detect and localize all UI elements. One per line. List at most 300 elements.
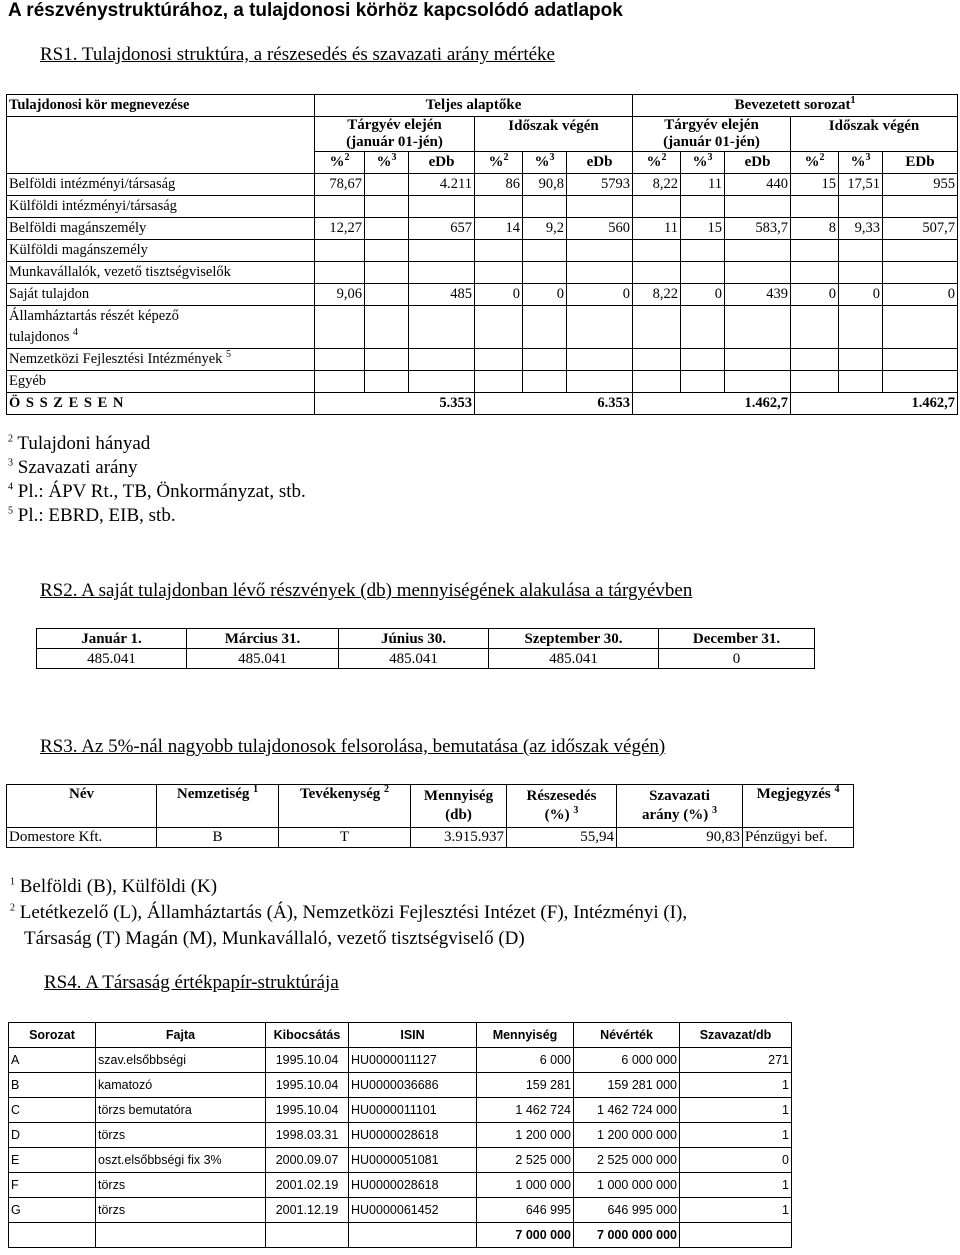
rs3-header-vote-l1: Szavazati bbox=[649, 788, 710, 804]
rs1-subheader-label: EDb bbox=[905, 154, 935, 170]
rs1-subheader-sup: 2 bbox=[344, 152, 350, 163]
rs3-fn1-sup: 1 bbox=[10, 876, 15, 888]
rs3-title: RS3. Az 5%-nál nagyobb tulajdonosok felsorolása, bemutatása (az időszak végén) bbox=[40, 736, 666, 757]
rs4-cell: HU0000051081 bbox=[349, 1148, 477, 1173]
rs1-cell: 90,8 bbox=[523, 174, 567, 196]
rs4-cell: HU0000028618 bbox=[349, 1173, 477, 1198]
rs1-cell: 78,67 bbox=[315, 174, 365, 196]
rs1-subheader-cell bbox=[839, 152, 883, 174]
rs4-cell: G bbox=[9, 1198, 96, 1223]
rs1-cell: 9,33 bbox=[839, 218, 883, 240]
rs1-state-l1: Államháztartás részét képező bbox=[9, 308, 179, 324]
rs1-footnote-sup: 3 bbox=[8, 457, 13, 469]
rs3-header-share bbox=[507, 785, 617, 828]
rs1-header-intro-start-l1: Tárgyév elején bbox=[664, 117, 759, 133]
rs1-cell bbox=[409, 306, 475, 349]
rs4-header: Mennyiség bbox=[477, 1023, 574, 1048]
rs3-header-quantity bbox=[411, 785, 507, 828]
rs2-value: 485.041 bbox=[489, 649, 659, 669]
rs1-cell bbox=[839, 349, 883, 371]
rs4-total-row bbox=[9, 1223, 792, 1248]
rs1-cell bbox=[883, 262, 958, 284]
rs4-title: RS4. A Társaság értékpapír-struktúrája bbox=[44, 972, 339, 993]
rs1-cell bbox=[567, 262, 633, 284]
rs1-row bbox=[7, 218, 958, 240]
rs3-header-activity bbox=[279, 785, 411, 828]
rs4-cell: A bbox=[9, 1048, 96, 1073]
rs1-cell: 0 bbox=[567, 284, 633, 306]
rs1-cell bbox=[365, 196, 409, 218]
rs4-row bbox=[9, 1148, 792, 1173]
rs1-cell: 5793 bbox=[567, 174, 633, 196]
rs1-row-label-intl bbox=[7, 349, 315, 371]
rs4-cell: 6 000 000 bbox=[574, 1048, 680, 1073]
rs1-table bbox=[6, 94, 958, 415]
rs1-row-label: Külföldi magánszemély bbox=[7, 240, 315, 262]
rs2-value: 485.041 bbox=[37, 649, 187, 669]
rs1-cell bbox=[315, 240, 365, 262]
rs1-cell: 15 bbox=[681, 218, 725, 240]
rs1-cell bbox=[725, 196, 791, 218]
rs1-subheader-cell bbox=[883, 152, 958, 174]
rs1-total-full-start: 5.353 bbox=[315, 393, 475, 415]
rs1-cell bbox=[409, 371, 475, 393]
rs1-row-label: Belföldi intézményi/társaság bbox=[7, 174, 315, 196]
rs4-cell: 271 bbox=[680, 1048, 792, 1073]
rs1-cell: 12,27 bbox=[315, 218, 365, 240]
rs1-row-label: Munkavállalók, vezető tisztségviselők bbox=[7, 262, 315, 284]
rs1-header-intro-end: Időszak végén bbox=[791, 117, 958, 152]
rs1-cell bbox=[681, 371, 725, 393]
rs4-cell: C bbox=[9, 1098, 96, 1123]
rs1-cell bbox=[883, 306, 958, 349]
rs1-subheader-label: eDb bbox=[428, 154, 455, 170]
rs4-cell: 2 525 000 000 bbox=[574, 1148, 680, 1173]
rs1-subheader-cell bbox=[725, 152, 791, 174]
rs1-cell bbox=[523, 240, 567, 262]
rs1-subheader-cell bbox=[523, 152, 567, 174]
rs1-row-state bbox=[7, 306, 958, 349]
rs1-cell bbox=[725, 240, 791, 262]
rs1-cell bbox=[409, 196, 475, 218]
rs1-cell bbox=[315, 371, 365, 393]
rs1-cell bbox=[365, 349, 409, 371]
rs1-header-owner: Tulajdonosi kör megnevezése bbox=[7, 95, 315, 117]
rs1-row-other bbox=[7, 371, 958, 393]
rs3-header-vote-l2: arány (%) bbox=[642, 807, 709, 823]
rs1-cell bbox=[791, 262, 839, 284]
rs1-header-introduced-series bbox=[633, 95, 958, 117]
rs4-cell: 1995.10.04 bbox=[266, 1048, 349, 1073]
rs3-header-activity-label: Tevékenység bbox=[299, 786, 381, 802]
rs3-header-note-label: Megjegyzés bbox=[756, 786, 831, 802]
rs1-cell bbox=[315, 306, 365, 349]
rs1-row bbox=[7, 262, 958, 284]
rs1-state-l2: tulajdonos bbox=[9, 329, 70, 345]
rs1-cell bbox=[633, 306, 681, 349]
rs1-cell bbox=[839, 371, 883, 393]
rs1-subheader-label: eDb bbox=[744, 154, 771, 170]
rs1-cell bbox=[883, 349, 958, 371]
rs1-subheader-label: % bbox=[692, 154, 708, 170]
rs1-cell bbox=[681, 349, 725, 371]
rs1-cell bbox=[791, 306, 839, 349]
rs1-subheader-label: % bbox=[329, 154, 345, 170]
rs1-cell bbox=[633, 240, 681, 262]
rs1-cell: 14 bbox=[475, 218, 523, 240]
rs4-cell: B bbox=[9, 1073, 96, 1098]
rs4-cell: HU0000061452 bbox=[349, 1198, 477, 1223]
rs4-cell: 2001.12.19 bbox=[266, 1198, 349, 1223]
rs3-footnotes bbox=[10, 874, 687, 952]
rs1-state-sup: 4 bbox=[73, 327, 79, 339]
rs1-cell bbox=[725, 371, 791, 393]
rs4-cell: törzs bbox=[96, 1123, 266, 1148]
rs2-header: December 31. bbox=[659, 629, 815, 649]
rs2-header: Január 1. bbox=[37, 629, 187, 649]
rs1-subheader-label: eDb bbox=[586, 154, 613, 170]
rs1-cell bbox=[523, 196, 567, 218]
rs1-header-full-capital: Teljes alaptőke bbox=[315, 95, 633, 117]
rs4-header: ISIN bbox=[349, 1023, 477, 1048]
rs1-row-label-state bbox=[7, 306, 315, 349]
rs3-header-nationality bbox=[157, 785, 279, 828]
rs1-cell: 11 bbox=[633, 218, 681, 240]
rs1-cell: 657 bbox=[409, 218, 475, 240]
rs3-cell: 55,94 bbox=[507, 828, 617, 848]
rs1-subheader-cell bbox=[365, 152, 409, 174]
rs1-cell bbox=[365, 306, 409, 349]
rs1-header-intro-start bbox=[633, 117, 791, 152]
rs3-cell: Domestore Kft. bbox=[7, 828, 157, 848]
rs1-cell bbox=[839, 262, 883, 284]
rs3-footnote-2 bbox=[10, 900, 687, 926]
rs1-subheader-cell bbox=[791, 152, 839, 174]
rs4-cell bbox=[266, 1223, 349, 1248]
rs4-cell: 0 bbox=[680, 1148, 792, 1173]
rs4-cell: oszt.elsőbbségi fix 3% bbox=[96, 1148, 266, 1173]
rs4-cell: HU0000011127 bbox=[349, 1048, 477, 1073]
rs1-row bbox=[7, 284, 958, 306]
rs4-cell: törzs bbox=[96, 1198, 266, 1223]
rs1-header-blank bbox=[7, 117, 315, 174]
rs4-cell: törzs bbox=[96, 1173, 266, 1198]
rs1-total-intro-end: 1.462,7 bbox=[791, 393, 958, 415]
rs4-cell bbox=[96, 1223, 266, 1248]
rs1-cell bbox=[681, 262, 725, 284]
rs1-footnotes bbox=[8, 432, 306, 528]
rs1-cell: 9,06 bbox=[315, 284, 365, 306]
rs1-cell bbox=[365, 218, 409, 240]
rs1-intl-sup: 5 bbox=[226, 349, 232, 361]
rs3-cell: B bbox=[157, 828, 279, 848]
rs1-subheader-label: % bbox=[804, 154, 820, 170]
rs1-footnote-text: Pl.: EBRD, EIB, stb. bbox=[17, 505, 176, 526]
rs1-cell bbox=[791, 371, 839, 393]
rs1-row bbox=[7, 196, 958, 218]
rs1-cell bbox=[315, 262, 365, 284]
rs1-cell: 86 bbox=[475, 174, 523, 196]
rs4-row bbox=[9, 1098, 792, 1123]
rs1-footnote bbox=[8, 456, 306, 480]
rs1-cell bbox=[681, 196, 725, 218]
rs4-cell: E bbox=[9, 1148, 96, 1173]
rs3-cell: 90,83 bbox=[617, 828, 743, 848]
rs3-cell: T bbox=[279, 828, 411, 848]
rs2-value: 485.041 bbox=[187, 649, 339, 669]
rs1-cell bbox=[681, 240, 725, 262]
rs3-cell: Pénzügyi bef. bbox=[743, 828, 854, 848]
rs1-subheader-cell bbox=[409, 152, 475, 174]
rs3-header-activity-sup: 2 bbox=[384, 784, 390, 795]
rs1-cell: 0 bbox=[883, 284, 958, 306]
rs3-header-share-l1: Részesedés bbox=[526, 788, 597, 804]
rs2-value: 485.041 bbox=[339, 649, 489, 669]
rs4-header: Fajta bbox=[96, 1023, 266, 1048]
rs1-footnote-text: Tulajdoni hányad bbox=[17, 433, 151, 454]
rs4-table bbox=[8, 1022, 792, 1248]
rs1-cell bbox=[523, 349, 567, 371]
rs3-header-nationality-sup: 1 bbox=[253, 784, 259, 795]
rs1-total-full-end: 6.353 bbox=[475, 393, 633, 415]
rs1-cell bbox=[523, 371, 567, 393]
rs1-cell bbox=[409, 240, 475, 262]
rs4-cell: HU0000011101 bbox=[349, 1098, 477, 1123]
rs1-header-full-start-l1: Tárgyév elején bbox=[347, 117, 442, 133]
rs1-title: RS1. Tulajdonosi struktúra, a részesedés és szavazati arány mértéke bbox=[40, 44, 555, 65]
rs1-subheader-label: % bbox=[534, 154, 550, 170]
rs4-row bbox=[9, 1123, 792, 1148]
rs1-subheader-cell bbox=[567, 152, 633, 174]
rs4-cell: 1 bbox=[680, 1198, 792, 1223]
rs4-cell: törzs bemutatóra bbox=[96, 1098, 266, 1123]
rs4-cell: 1 200 000 000 bbox=[574, 1123, 680, 1148]
rs3-footnote-1 bbox=[10, 874, 687, 900]
rs1-cell: 0 bbox=[839, 284, 883, 306]
rs1-cell bbox=[725, 306, 791, 349]
rs3-header-name: Név bbox=[7, 785, 157, 828]
rs1-subheader-cell bbox=[633, 152, 681, 174]
rs3-fn2-line2: Társaság (T) Magán (M), Munkavállaló, vezető tisztségviselő (D) bbox=[24, 928, 525, 949]
rs1-footnote-text: Szavazati arány bbox=[17, 457, 138, 478]
rs1-cell bbox=[839, 196, 883, 218]
rs1-row-label: Saját tulajdon bbox=[7, 284, 315, 306]
rs4-cell: 1 200 000 bbox=[477, 1123, 574, 1148]
rs1-cell bbox=[633, 196, 681, 218]
rs1-cell: 17,51 bbox=[839, 174, 883, 196]
rs4-cell: 1 462 724 000 bbox=[574, 1098, 680, 1123]
rs4-cell: 159 281 000 bbox=[574, 1073, 680, 1098]
rs1-total-intro-start: 1.462,7 bbox=[633, 393, 791, 415]
rs1-cell: 560 bbox=[567, 218, 633, 240]
rs1-subheader-cell bbox=[315, 152, 365, 174]
rs1-cell bbox=[633, 262, 681, 284]
rs1-subheader-cell bbox=[681, 152, 725, 174]
rs4-cell: 1 bbox=[680, 1073, 792, 1098]
rs1-cell: 8,22 bbox=[633, 174, 681, 196]
rs1-cell bbox=[365, 284, 409, 306]
rs1-cell: 0 bbox=[791, 284, 839, 306]
rs1-cell bbox=[791, 196, 839, 218]
rs3-table bbox=[6, 784, 854, 848]
rs2-header: Március 31. bbox=[187, 629, 339, 649]
rs1-cell: 0 bbox=[523, 284, 567, 306]
rs3-header-share-l2: (%) bbox=[544, 807, 570, 823]
rs1-header-full-start bbox=[315, 117, 475, 152]
rs3-header-quantity-l1: Mennyiség bbox=[423, 788, 494, 804]
rs4-cell bbox=[9, 1223, 96, 1248]
rs1-cell bbox=[725, 349, 791, 371]
rs4-cell: 2 525 000 bbox=[477, 1148, 574, 1173]
rs1-cell bbox=[725, 262, 791, 284]
rs1-cell bbox=[883, 196, 958, 218]
rs1-subheader-sup: 3 bbox=[549, 152, 555, 163]
rs1-cell bbox=[365, 240, 409, 262]
rs1-cell bbox=[681, 306, 725, 349]
rs1-cell: 583,7 bbox=[725, 218, 791, 240]
rs1-cell bbox=[475, 196, 523, 218]
rs1-cell bbox=[475, 306, 523, 349]
rs1-subheader-cell bbox=[475, 152, 523, 174]
rs1-cell bbox=[567, 349, 633, 371]
rs4-row bbox=[9, 1048, 792, 1073]
rs1-subheader-sup: 3 bbox=[865, 152, 871, 163]
rs1-header-full-start-l2: (január 01-jén) bbox=[346, 134, 443, 150]
rs1-cell bbox=[567, 240, 633, 262]
rs4-cell: 1995.10.04 bbox=[266, 1098, 349, 1123]
rs1-footnote-text: Pl.: ÁPV Rt., TB, Önkormányzat, stb. bbox=[17, 481, 306, 502]
rs2-value: 0 bbox=[659, 649, 815, 669]
rs1-cell bbox=[883, 371, 958, 393]
rs1-subheader-sup: 2 bbox=[503, 152, 509, 163]
rs2-table bbox=[36, 628, 815, 669]
rs1-header-intro-label: Bevezetett sorozat bbox=[734, 97, 851, 113]
rs4-cell: 646 995 bbox=[477, 1198, 574, 1223]
rs1-cell bbox=[567, 196, 633, 218]
rs1-subheader-sup: 2 bbox=[819, 152, 825, 163]
rs1-cell bbox=[567, 306, 633, 349]
rs3-header-quantity-l2: (db) bbox=[445, 807, 472, 823]
rs1-cell bbox=[523, 262, 567, 284]
rs3-header-share-sup: 3 bbox=[573, 805, 579, 816]
rs1-row-label-other: Egyéb bbox=[7, 371, 315, 393]
rs3-header-vote-sup: 3 bbox=[712, 805, 717, 816]
rs1-cell: 9,2 bbox=[523, 218, 567, 240]
rs4-cell: kamatozó bbox=[96, 1073, 266, 1098]
rs1-cell bbox=[365, 174, 409, 196]
rs1-subheader-label: % bbox=[488, 154, 504, 170]
rs3-fn1-text: Belföldi (B), Külföldi (K) bbox=[19, 876, 218, 897]
rs4-cell: HU0000036686 bbox=[349, 1073, 477, 1098]
rs1-header-intro-start-l2: (január 01-jén) bbox=[663, 134, 760, 150]
rs1-row-intl bbox=[7, 349, 958, 371]
rs1-cell bbox=[633, 349, 681, 371]
rs4-row bbox=[9, 1073, 792, 1098]
rs3-header-nationality-label: Nemzetiség bbox=[176, 786, 250, 802]
rs1-cell bbox=[475, 262, 523, 284]
rs4-cell: 1 462 724 bbox=[477, 1098, 574, 1123]
rs1-cell: 507,7 bbox=[883, 218, 958, 240]
rs1-cell: 4.211 bbox=[409, 174, 475, 196]
rs1-cell bbox=[365, 371, 409, 393]
rs1-cell: 11 bbox=[681, 174, 725, 196]
rs4-row bbox=[9, 1198, 792, 1223]
rs3-header-note bbox=[743, 785, 854, 828]
rs1-cell: 0 bbox=[475, 284, 523, 306]
rs4-cell: szav.elsőbbségi bbox=[96, 1048, 266, 1073]
rs4-header: Szavazat/db bbox=[680, 1023, 792, 1048]
rs4-cell bbox=[349, 1223, 477, 1248]
rs4-cell: 1 000 000 000 bbox=[574, 1173, 680, 1198]
rs4-cell: 6 000 bbox=[477, 1048, 574, 1073]
rs2-title: RS2. A saját tulajdonban lévő részvények (db) mennyiségének alakulása a tárgyévben bbox=[40, 580, 693, 601]
rs1-cell bbox=[883, 240, 958, 262]
rs4-cell: 1 bbox=[680, 1173, 792, 1198]
rs1-row bbox=[7, 240, 958, 262]
rs4-total-quantity: 7 000 000 bbox=[477, 1223, 574, 1248]
rs4-cell: 1998.03.31 bbox=[266, 1123, 349, 1148]
rs1-cell bbox=[839, 240, 883, 262]
rs2-header: Június 30. bbox=[339, 629, 489, 649]
rs1-cell bbox=[315, 196, 365, 218]
rs4-cell: 159 281 bbox=[477, 1073, 574, 1098]
rs3-fn2-sup: 2 bbox=[10, 902, 15, 914]
rs1-cell bbox=[839, 306, 883, 349]
rs1-cell: 485 bbox=[409, 284, 475, 306]
rs1-footnote bbox=[8, 504, 306, 528]
rs1-cell bbox=[315, 349, 365, 371]
rs1-intl-label: Nemzetközi Fejlesztési Intézmények bbox=[9, 351, 223, 367]
rs2-header: Szeptember 30. bbox=[489, 629, 659, 649]
rs1-footnote bbox=[8, 480, 306, 504]
rs1-total-label: Ö S S Z E S E N bbox=[7, 393, 315, 415]
rs4-row bbox=[9, 1173, 792, 1198]
rs1-cell: 0 bbox=[681, 284, 725, 306]
rs1-cell bbox=[409, 262, 475, 284]
rs4-cell: D bbox=[9, 1123, 96, 1148]
rs1-subheader-label: % bbox=[850, 154, 866, 170]
rs1-subheader-sup: 3 bbox=[391, 152, 397, 163]
rs1-cell: 955 bbox=[883, 174, 958, 196]
rs1-footnote-sup: 2 bbox=[8, 433, 13, 445]
rs1-cell bbox=[633, 371, 681, 393]
rs1-cell bbox=[475, 240, 523, 262]
rs3-fn2-line1: Letétkezelő (L), Államháztartás (Á), Nemzetközi Fejlesztési Intézet (F), Intézményi (I), bbox=[19, 902, 688, 923]
rs1-header-full-end: Időszak végén bbox=[475, 117, 633, 152]
rs4-cell: 1995.10.04 bbox=[266, 1073, 349, 1098]
rs1-cell: 440 bbox=[725, 174, 791, 196]
rs4-cell: 2001.02.19 bbox=[266, 1173, 349, 1198]
rs1-cell: 8,22 bbox=[633, 284, 681, 306]
rs1-subheader-sup: 3 bbox=[707, 152, 713, 163]
rs1-row-label: Belföldi magánszemély bbox=[7, 218, 315, 240]
rs4-cell: 1 000 000 bbox=[477, 1173, 574, 1198]
rs1-cell: 8 bbox=[791, 218, 839, 240]
rs4-cell: 1 bbox=[680, 1123, 792, 1148]
rs1-footnote-sup: 4 bbox=[8, 481, 13, 493]
rs4-cell: 1 bbox=[680, 1098, 792, 1123]
rs1-cell bbox=[567, 371, 633, 393]
rs4-header: Sorozat bbox=[9, 1023, 96, 1048]
rs4-total-nominal: 7 000 000 000 bbox=[574, 1223, 680, 1248]
rs1-cell bbox=[475, 371, 523, 393]
rs1-row bbox=[7, 174, 958, 196]
rs1-cell bbox=[475, 349, 523, 371]
rs1-cell bbox=[365, 262, 409, 284]
rs4-header: Kibocsátás bbox=[266, 1023, 349, 1048]
rs1-cell bbox=[791, 349, 839, 371]
rs3-cell: 3.915.937 bbox=[411, 828, 507, 848]
